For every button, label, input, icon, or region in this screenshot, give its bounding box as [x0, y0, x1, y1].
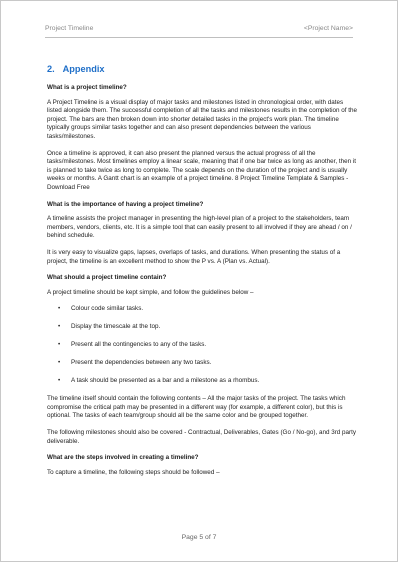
question-heading-timeline: What is a project timeline? [47, 84, 127, 91]
bullet-icon: • [58, 323, 61, 331]
bullet-icon: • [58, 341, 61, 349]
paragraph-approved-timeline: Once a timeline is approved, it can also present the planned versus the actual progress of all the tasks/milestones. Most timelines employ a linear scale, meaning that if one bar twice as long as another, then it is planned to take twice as long to complete. The scale depends on the duration of the project and is usually weeks or months. A Gantt chart is an example of a project timeline. 8 Project Timeline Template & Samples - Download Free [47, 149, 357, 191]
question-heading-contents: What should a project timeline contain? [47, 274, 167, 282]
list-item: • Present all the contingencies to any of the tasks. [58, 341, 207, 349]
page-number: Page 5 of 7 [181, 534, 217, 541]
paragraph-guidelines-intro: A project timeline should be kept simple, and follow the guidelines below – [47, 288, 254, 296]
paragraph-visualize: It is very easy to visualize gaps, lapses, overlaps of tasks, and durations. When presenting the status of a project, the timeline is an excellent method to show the P vs. A (Plan vs. Actual). [47, 248, 341, 265]
paragraph-milestones: The following milestones should also be covered - Contractual, Deliverables, Gates (Go / No-go), and 3rd party deliverable. [47, 428, 357, 445]
bullet-icon: • [58, 377, 61, 385]
section-title: Appendix [62, 64, 105, 74]
paragraph-steps-intro: To capture a timeline, the following steps should be followed – [47, 468, 220, 476]
list-item: • Colour code similar tasks. [58, 305, 144, 313]
header-project-name: <Project Name> [303, 25, 353, 32]
section-number: 2. [47, 64, 55, 74]
paragraph-definition: A Project Timeline is a visual display of major tasks and milestones listed in chronological order, with dates listed alongside them. The successful completion of all the tasks and milestones results in the completion of the project. The bars are then broken down into shorter detailed tasks in the project's work plan. The timeline typically groups similar tasks together and can also present dependencies between the various tasks/milestones. [47, 98, 357, 140]
list-item: • A task should be presented as a bar and a milestone as a rhombus. [58, 377, 260, 385]
header-document-title: Project Timeline [45, 25, 94, 32]
paragraph-timeline-contents: The timeline itself should contain the following contents – All the major tasks of the project. The tasks which compromise the critical path may be presented in a different way (for example, a different color), but this is optional. The tasks of each team/group should all be the same color and be grouped together. [47, 395, 346, 420]
paragraph-importance: A timeline assists the project manager in presenting the high-level plan of a project to the stakeholders, team members, vendors, clients, etc. It is a simple tool that can easily present to all involved if they are ahead / on / behind schedule. [47, 215, 352, 240]
guidelines-list [47, 305, 357, 386]
question-heading-steps: What are the steps involved in creating a timeline? [47, 454, 199, 462]
page-footer [1, 534, 397, 541]
page-header [45, 25, 353, 37]
bullet-icon: • [58, 305, 61, 313]
header-divider [45, 37, 353, 38]
page-body [47, 63, 357, 485]
bullet-icon: • [58, 359, 61, 367]
list-item: • Present the dependencies between any two tasks. [58, 359, 212, 367]
list-item: • Display the timescale at the top. [58, 323, 161, 331]
question-heading-importance: What is the importance of having a project timeline? [47, 200, 204, 208]
section-heading [47, 63, 357, 75]
